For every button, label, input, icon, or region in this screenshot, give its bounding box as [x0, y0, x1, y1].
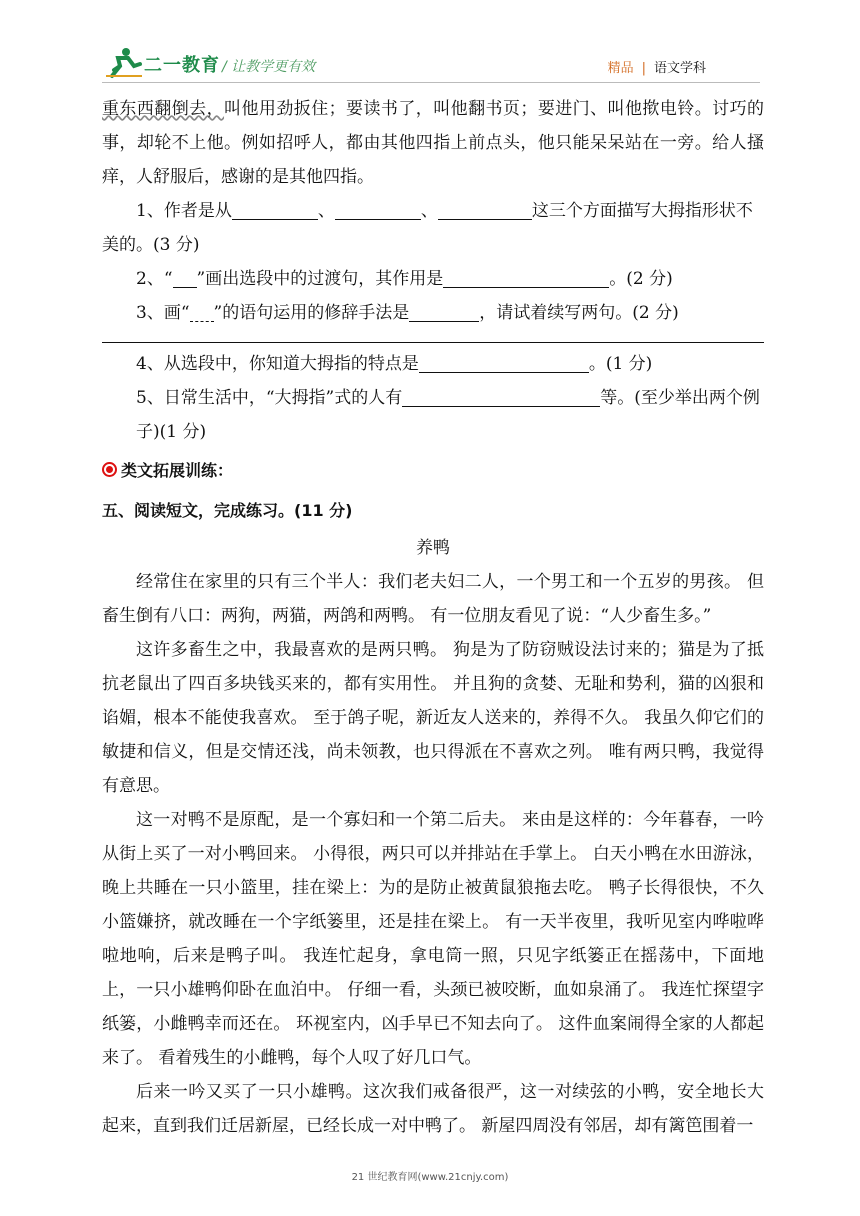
question-1	[102, 194, 764, 262]
question-2-text: 。(2 分)	[609, 269, 673, 289]
story-paragraph: 这许多畜生之中，我最喜欢的是两只鸭。 狗是为了防窃贼设法讨来的；猫是为了抵抗老鼠出了四百多块钱买来的，都有实用性。 并且狗的贪婪、无耻和势利，猫的凶狠和谄媚，根本不能使我喜欢。 至于鸽子呢，新近友人送来的，养得不久。 我虽久仰它们的敏捷和信义，但是交情还浅，尚未领教，也只得派在不喜欢之列。 唯有两只鸭，我觉得有意思。	[102, 640, 764, 796]
dashed-underline-mark	[190, 299, 214, 322]
answer-blank[interactable]	[232, 197, 318, 220]
answer-blank[interactable]	[438, 197, 532, 220]
question-5-text: 5、日常生活中，“大拇指”式的人有	[136, 388, 403, 408]
question-2-text: 2、“	[136, 269, 173, 289]
page-footer: 21 世纪教育网(www.21cnjy.com)	[351, 1172, 509, 1183]
question-5	[102, 381, 764, 449]
answer-blank[interactable]	[335, 197, 421, 220]
answer-blank[interactable]	[419, 350, 589, 373]
subject-label: 语文学科	[653, 61, 706, 76]
logo-text: 二一教育	[144, 55, 220, 76]
story-paragraph: 后来一吟又买了一只小雄鸭。这次我们戒备很严，这一对续弦的小鸭，安全地长大起来，直到我们迁居新屋，已经长成一对中鸭了。 新屋四周没有邻居，却有篱笆围着一	[102, 1082, 764, 1136]
answer-blank[interactable]	[409, 299, 479, 322]
section-extend-heading	[102, 453, 764, 489]
question-2	[102, 262, 764, 296]
question-3-text: 3、画“	[136, 303, 190, 323]
question-1-text: 1、作者是从	[136, 201, 232, 221]
underline-mark	[173, 265, 197, 288]
question-2-text: ”画出选段中的过渡句，其作用是	[196, 269, 444, 289]
question-1-text: 这三个方面描写大拇指形状不美的。(3 分)	[102, 201, 753, 255]
header-divider	[102, 82, 760, 83]
document-body	[102, 92, 764, 1143]
header-right	[608, 57, 706, 76]
answer-blank[interactable]	[402, 384, 600, 407]
page-header	[0, 0, 860, 90]
question-1-sep: 、	[317, 201, 335, 221]
story-title: 养鸭	[416, 538, 450, 558]
question-3	[102, 296, 764, 330]
premium-label: 精品	[607, 61, 634, 76]
story-paragraph: 这一对鸭不是原配，是一个寡妇和一个第二后夫。 来由是这样的：今年暮春，一吟从街上买了一对小鸭回来。 小得很，两只可以并排站在手掌上。 白天小鸭在水田游泳，晚上共睡在一只小篮里，挂在梁上：为的是防止被黄鼠狼拖去吃。 鸭子长得很快，不久小篮嫌挤，就改睡在一个字纸篓里，还是挂在梁上。 有一天半夜里，我听见室内哗啦哗啦地响，后来是鸭子叫。 我连忙起身，拿电筒一照，只见字纸篓正在摇荡中，下面地上，一只小雄鸭仰卧在血泊中。 仔细一看，头颈已被咬断，血如泉涌了。 我连忙探望字纸篓，小雌鸭幸而还在。 环视室内，凶手早已不知去向了。 这件血案闹得全家的人都起来了。 看着残生的小雌鸭，每个人叹了好几口气。	[102, 810, 764, 1068]
running-man-icon	[104, 46, 144, 80]
logo	[104, 46, 224, 80]
header-separator: |	[641, 61, 646, 76]
question-4-text: 。(1 分)	[588, 354, 653, 374]
answer-line[interactable]	[102, 342, 764, 343]
question-4	[102, 347, 764, 381]
passage-paragraph	[102, 92, 764, 194]
wavy-underlined-text: 重东西翻倒去，	[102, 99, 225, 119]
section-five-heading: 五、阅读短文，完成练习。(11 分)	[102, 501, 353, 520]
passage-text: 叫他用劲扳住；要读书了，叫他翻书页；要进门、叫他揿电铃。讨巧的事，却轮不上他。例如招呼人，都由其他四指上前点头，他只能呆呆站在一旁。给人搔痒，人舒服后，感谢的是其他四指。	[102, 99, 765, 187]
red-bullet-icon	[102, 462, 117, 477]
section-extend-text: 类文拓展训练：	[121, 461, 234, 480]
story-paragraph: 经常住在家里的只有三个半人：我们老夫妇二人，一个男工和一个五岁的男孩。 但畜生倒有八口：两狗，两猫，两鸽和两鸭。 有一位朋友看见了说：“人少畜生多。”	[102, 572, 764, 626]
question-1-sep: 、	[420, 201, 438, 221]
slogan: / 让教学更有效	[222, 59, 316, 75]
answer-blank[interactable]	[443, 265, 609, 288]
question-5-text: 等。(至少举出两个例子)(1 分)	[136, 388, 760, 442]
question-4-text: 4、从选段中，你知道大拇指的特点是	[136, 354, 419, 374]
question-3-text: ，请试着续写两句。(2 分)	[479, 303, 679, 323]
question-3-text: ”的语句运用的修辞手法是	[213, 303, 410, 323]
